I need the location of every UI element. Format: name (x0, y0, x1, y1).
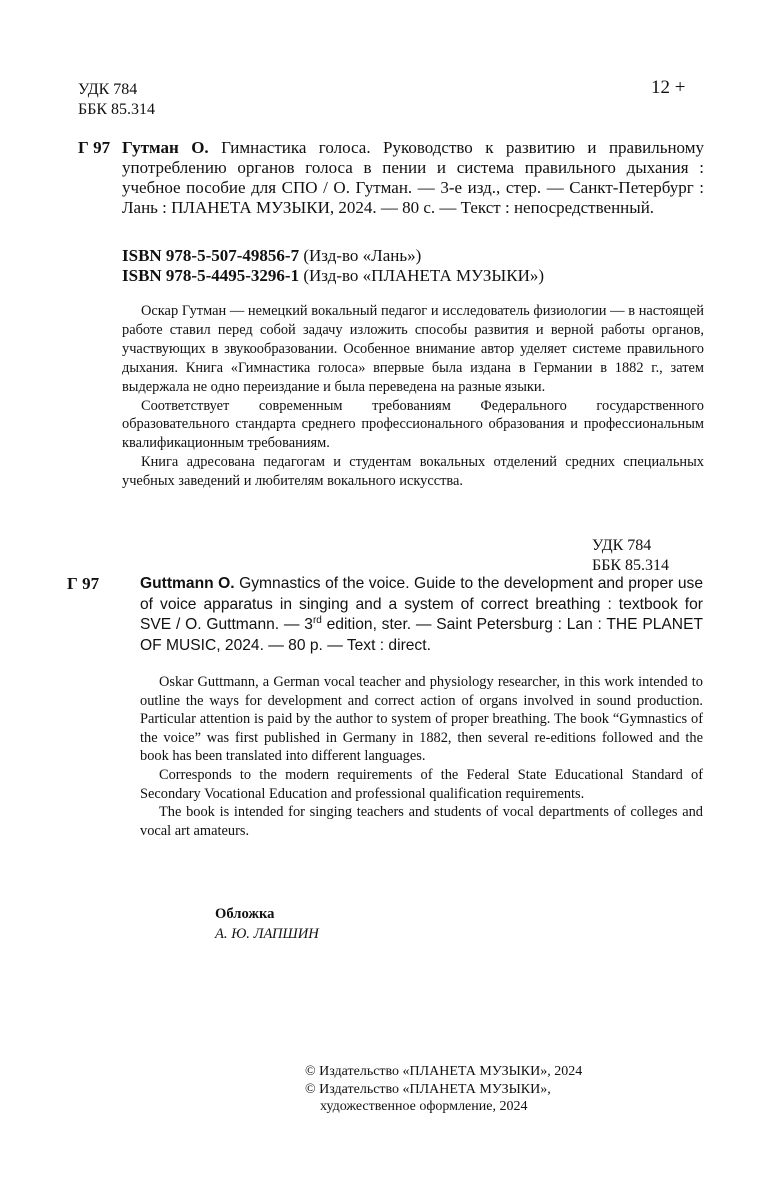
edition-superscript: rd (312, 614, 322, 626)
udk-code: УДК 784 (78, 81, 138, 98)
abstract-ru (122, 302, 704, 491)
abstract-paragraph: The book is intended for singing teachers and students of vocal departments of colleges and vocal art amateurs. (140, 804, 703, 839)
author-name-en: Guttmann O. (140, 575, 235, 592)
bbk-code: ББК 85.314 (78, 101, 156, 118)
abstract-paragraph: Оскар Гутман — немецкий вокальный педагог и исследователь физиологии — в настоящей работе ставил перед собой задачу изложить способы развития и верной работы органов, участвующих в звукообразовании. Особенное внимание автор уделяет системе правильного дыхания. Книга «Гимнастика голоса» впервые была издана в Германии в 1882 г., затем выдержала не одно переиздание и была переведена на разные языки. (122, 303, 704, 395)
cover-artist-name: А. Ю. ЛАПШИН (215, 925, 319, 942)
entry-text-en: Gymnastics of the voice. Guide to the development and proper use of voice apparatus in singing and a system of correct breathing : textbook for SVE / O. Guttmann. — 3 (140, 575, 703, 633)
abstract-paragraph: Соответствует современным требованиям Федерального государственного образовательного стандарта среднего профессионального образования и профессиональным квалификационным требованиям. (122, 397, 704, 452)
author-mark-ru: Г 97 (78, 138, 111, 157)
udk-bbk-block-mid (592, 536, 669, 576)
entry-text-en-cont: edition, ster. — Saint Petersburg : Lan : THE PLANET OF MUSIC, 2024. — 80 p. — Text : direct. (140, 616, 703, 654)
isbn-publisher: (Изд-во «ПЛАНЕТА МУЗЫКИ») (299, 266, 545, 285)
age-rating: 12 + (651, 77, 686, 98)
copyright-line: художественное оформление, 2024 (320, 1099, 528, 1114)
isbn-block (122, 246, 544, 286)
cover-credit-title: Обложка (215, 906, 275, 922)
entry-text-ru: Гимнастика голоса. Руководство к развитию и правильному употреблению органов голоса в пении и система правильного дыхания : учебное пособие для СПО / О. Гутман. — 3-е изд., стер. — Санкт-Петербург : Лань : ПЛАНЕТА МУЗЫКИ, 2024. — 80 с. — Текст : непосредственный. (122, 138, 704, 217)
cover-credit (215, 905, 319, 944)
copyright-block (305, 1063, 582, 1116)
author-mark-en: Г 97 (67, 574, 100, 593)
isbn-number: ISBN 978-5-507-49856-7 (122, 246, 300, 265)
isbn-number: ISBN 978-5-4495-3296-1 (122, 266, 300, 285)
copyright-line: © Издательство «ПЛАНЕТА МУЗЫКИ», 2024 (305, 1064, 583, 1079)
author-name-ru: Гутман О. (122, 138, 209, 157)
bbk-code: ББК 85.314 (592, 557, 670, 574)
copyright-line: © Издательство «ПЛАНЕТА МУЗЫКИ», (305, 1081, 551, 1097)
bibliographic-entry-ru (122, 138, 704, 218)
udk-bbk-block-top (78, 80, 155, 120)
isbn-publisher: (Изд-во «Лань») (299, 246, 422, 265)
abstract-paragraph: Corresponds to the modern requirements of the Federal State Educational Standard of Secondary Vocational Education and professional qualification requirements. (140, 766, 703, 802)
isbn-line (122, 246, 544, 266)
isbn-line (122, 266, 544, 286)
udk-code: УДК 784 (592, 537, 652, 554)
abstract-en (140, 673, 703, 840)
abstract-paragraph: Книга адресована педагогам и студентам вокальных отделений средних специальных учебных заведений и любителям вокального искусства. (122, 454, 704, 490)
bibliographic-entry-en (140, 574, 703, 656)
abstract-paragraph: Oskar Guttmann, a German vocal teacher and physiology researcher, in this work intended to outline the ways for development and correct action of organs involved in sound production. Particular attention is paid by the author to system of proper breathing. The book “Gymnastics of the voice” was first published in Germany in 1882, then several re-editions followed and the book has been translated into different languages. (140, 674, 703, 765)
